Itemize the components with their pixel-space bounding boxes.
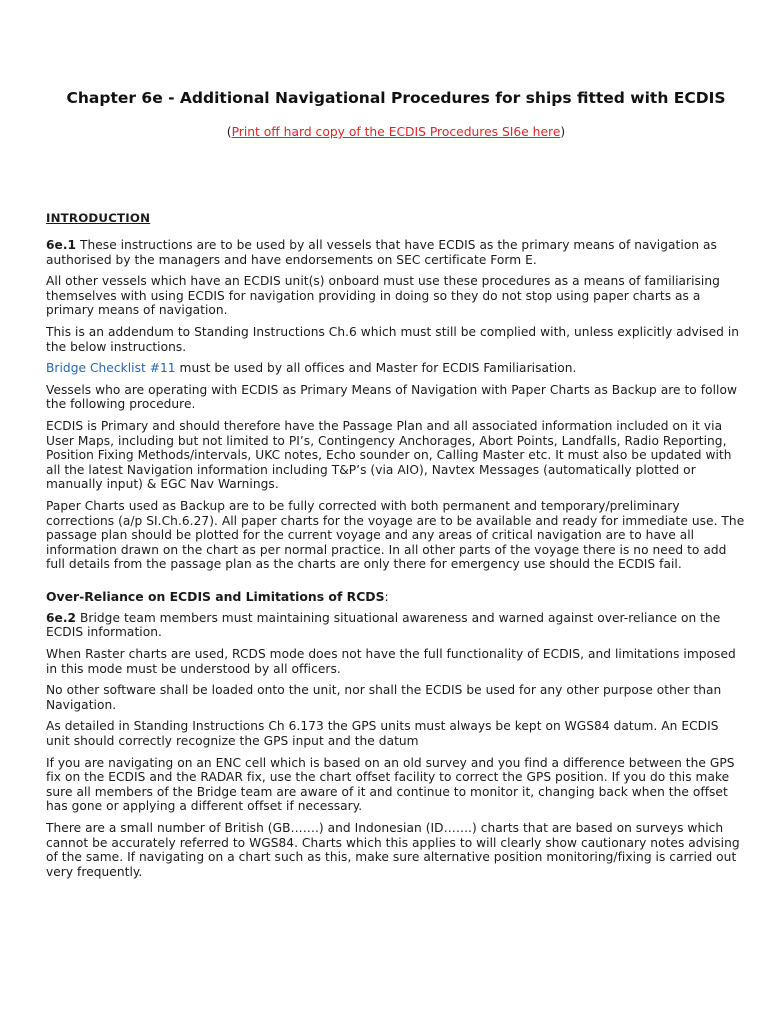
intro-paragraph-1-text: These instructions are to be used by all vessels that have ECDIS as the primary means of navigation as authorised by the managers and have endorsements on SEC certificate Form E. — [46, 238, 717, 267]
overreliance-heading-colon: : — [384, 588, 389, 604]
document-page — [46, 0, 746, 879]
print-open-paren: ( — [226, 125, 232, 139]
intro-paragraph-1 — [46, 238, 746, 267]
bridge-checklist-link[interactable]: Bridge Checklist #11 — [46, 361, 176, 376]
page-title: Chapter 6e - Additional Navigational Procedures for ships fitted with ECDIS — [66, 89, 726, 107]
print-procedures-link[interactable]: Print off hard copy of the ECDIS Procedures SI6e here — [231, 125, 561, 139]
intro-paragraph-6: ECDIS is Primary and should therefore have the Passage Plan and all associated information included on it via User Maps, including but not limited to PI’s, Contingency Anchorages, Abort Points, Landfalls, Radio Reporting, Position Fixing Methods/intervals, UKC notes, Echo sounder on, Calling Master etc. It must also be updated with all the latest Navigation information including T&P’s (via AIO), Navtex Messages (automatically plotted or manually input) & EGC Nav Warnings. — [46, 418, 732, 492]
intro-paragraph-4-text: must be used by all offices and Master for ECDIS Familiarisation. — [175, 361, 577, 376]
introduction-heading: INTRODUCTION — [46, 211, 151, 225]
print-copy-line — [46, 124, 746, 140]
intro-paragraph-7: Paper Charts used as Backup are to be fully corrected with both permanent and temporary/preliminary corrections (a/p SI.Ch.6.27). All paper charts for the voyage are to be available and ready for immediate use. The passage plan should be plotted for the current voyage and any areas of critical navigation are to have all information drawn on the chart as per normal practice. In all other parts of the voyage there is no need to add full details from the passage plan as the charts are only there for emergency use should the ECDIS fail. — [46, 498, 745, 572]
overreliance-paragraph-6: There are a small number of British (GB…….) and Indonesian (ID…….) charts that are based on surveys which cannot be accurately referred to WGS84. Charts which this applies to will clearly show cautionary notes advising of the same. If navigating on a chart such as this, make sure alternative position monitoring/fixing is carried out very frequently. — [46, 821, 740, 879]
intro-paragraph-2: All other vessels which have an ECDIS unit(s) onboard must use these procedures as a means of familiarising themselves with using ECDIS for navigation providing in doing so they do not stop using paper charts as a primary means of navigation. — [46, 274, 720, 318]
overreliance-heading-text: Over-Reliance on ECDIS and Limitations of RCDS — [46, 588, 385, 604]
overreliance-paragraph-4: As detailed in Standing Instructions Ch 6.173 the GPS units must always be kept on WGS84 datum. An ECDIS unit should correctly recognize the GPS input and the datum — [46, 719, 719, 749]
intro-paragraph-3: This is an addendum to Standing Instructions Ch.6 which must still be complied with, unless explicitly advised in the below instructions. — [46, 324, 740, 354]
section-number-6e1: 6e.1 — [46, 238, 77, 252]
intro-paragraph-5: Vessels who are operating with ECDIS as Primary Means of Navigation with Paper Charts as Backup are to follow the following procedure. — [46, 382, 737, 412]
overreliance-paragraph-1 — [46, 611, 746, 640]
overreliance-heading — [46, 589, 746, 604]
overreliance-paragraph-2: When Raster charts are used, RCDS mode does not have the full functionality of ECDIS, and limitations imposed in this mode must be understood by all officers. — [46, 647, 736, 676]
overreliance-paragraph-3: No other software shall be loaded onto the unit, nor shall the ECDIS be used for any other purpose other than Navigation. — [46, 683, 722, 712]
overreliance-paragraph-1-text: Bridge team members must maintaining situational awareness and warned against over-reliance on the ECDIS information. — [46, 610, 721, 640]
intro-paragraph-4 — [46, 361, 746, 376]
print-close-paren: ) — [560, 125, 566, 139]
overreliance-paragraph-5: If you are navigating on an ENC cell which is based on an old survey and you find a difference between the GPS fix on the ECDIS and the RADAR fix, use the chart offset facility to correct the GPS position. If you do this make sure all members of the Bridge team are aware of it and continue to monitor it, changing back when the offset has gone or applying a different offset if necessary. — [46, 755, 735, 814]
section-number-6e2: 6e.2 — [46, 610, 77, 625]
